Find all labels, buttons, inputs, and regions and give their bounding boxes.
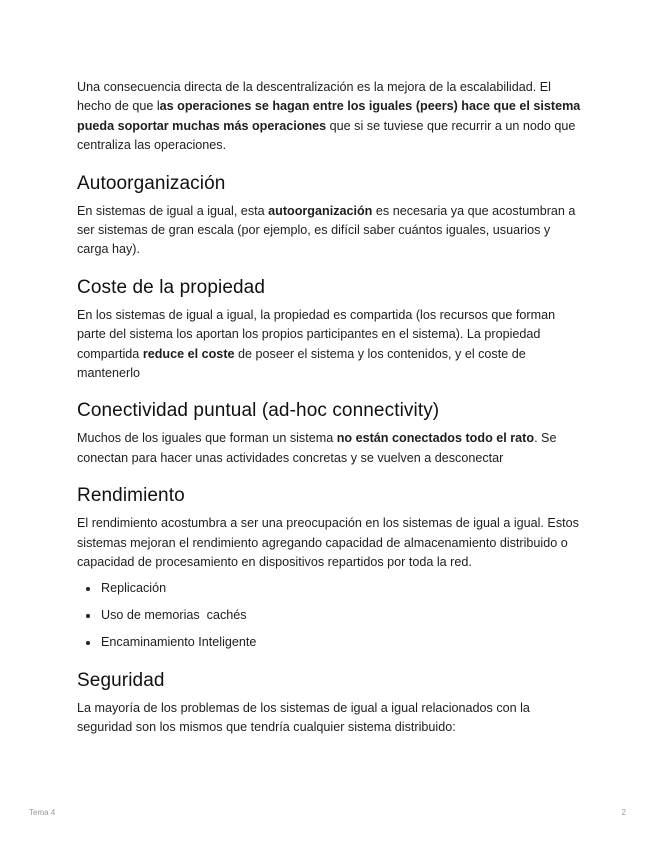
footer-chapter: Tema 4 bbox=[29, 808, 56, 817]
paragraph-conectividad: Muchos de los iguales que forman un sistema no están conectados todo el rato. Se conectan para hacer unas actividades concretas y se vuelven a desconectar bbox=[77, 431, 557, 465]
intro-paragraph: Una consecuencia directa de la descentralización es la mejora de la escalabilidad. El hecho de que las operaciones se hagan entre los iguales (peers) hace que el sistema pueda soportar muchas más operaciones que si se tuviese que recurrir a un nodo que centraliza las operaciones. bbox=[77, 80, 581, 153]
paragraph-autoorganizacion: En sistemas de igual a igual, esta autoorganización es necesaria ya que acostumbran a ser sistemas de gran escala (por ejemplo, es difícil saber cuántos iguales, usuarios y carga hay). bbox=[77, 203, 576, 257]
heading-conectividad: Conectividad puntual (ad-hoc connectivity) bbox=[77, 400, 440, 422]
list-item: Uso de memorias cachés bbox=[101, 606, 582, 625]
intro-bold: as operaciones se hagan entre los iguales (peers) hace que el sistema pueda soportar muchas más operaciones bbox=[77, 99, 581, 133]
list-item: Replicación bbox=[101, 579, 582, 598]
heading-coste: Coste de la propiedad bbox=[77, 276, 266, 298]
document-body bbox=[77, 78, 582, 738]
footer-page-number: 2 bbox=[621, 808, 626, 817]
list-item: Encaminamiento Inteligente bbox=[101, 633, 582, 652]
paragraph-seguridad: La mayoría de los problemas de los sistemas de igual a igual relacionados con la seguridad son los mismos que tendría cualquier sistema distribuido: bbox=[77, 700, 530, 735]
heading-seguridad: Seguridad bbox=[77, 669, 165, 691]
heading-rendimiento: Rendimiento bbox=[77, 485, 185, 507]
paragraph-rendimiento: El rendimiento acostumbra a ser una preocupación en los sistemas de igual a igual. Estos sistemas mejoran el rendimiento agregando capacidad de almacenamiento distribuido o capacidad de procesamiento en dispositivos repartidos por toda la red. bbox=[77, 516, 579, 570]
heading-autoorganizacion: Autoorganización bbox=[77, 172, 226, 194]
rendimiento-list bbox=[77, 579, 582, 653]
paragraph-coste: En los sistemas de igual a igual, la propiedad es compartida (los recursos que forman parte del sistema los aportan los propios participantes en el sistema). La propiedad compartida reduce el coste de poseer el sistema y los contenidos, y el coste de mantenerlo bbox=[77, 307, 556, 381]
